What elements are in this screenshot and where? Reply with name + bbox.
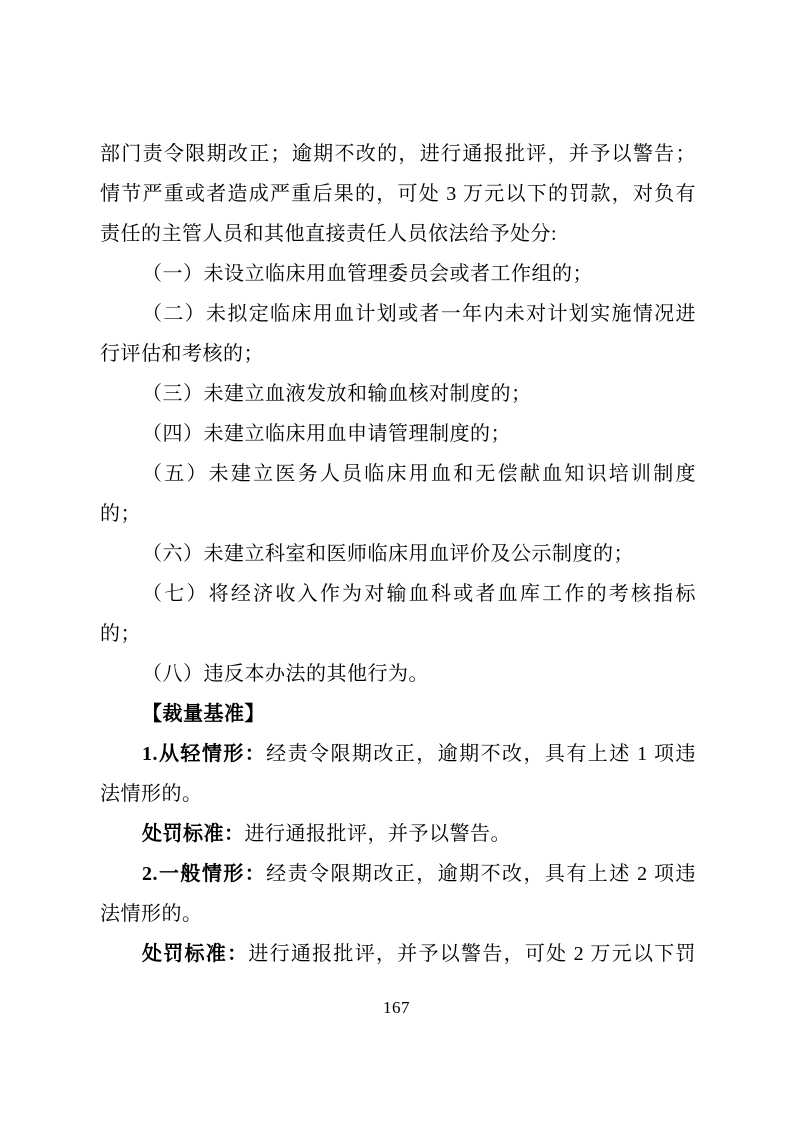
- document-line-item-2: [100, 294, 696, 334]
- document-line-penalty-standard: [100, 934, 696, 974]
- document-line-item-6: [100, 534, 696, 574]
- document-line: [100, 894, 696, 934]
- line-text: （二）未拟定临床用血计划或者一年内未对计划实施情况进: [142, 303, 696, 325]
- line-text: 法情形的。: [100, 903, 203, 925]
- document-line-item-4: [100, 414, 696, 454]
- page-number: 167: [383, 998, 410, 1017]
- line-text: 的；: [100, 503, 141, 525]
- line-text: 法情形的。: [100, 783, 203, 805]
- line-text: 经责令限期改正，逾期不改，具有上述 1 项违: [266, 743, 697, 765]
- line-text: 的；: [100, 623, 141, 645]
- document-line-lenient-case: [100, 734, 696, 774]
- line-text: 进行通报批评，并予以警告，可处 2 万元以下罚: [248, 943, 697, 965]
- line-text: （七）将经济收入作为对输血科或者血库工作的考核指标: [142, 583, 696, 605]
- document-line: [100, 774, 696, 814]
- document-line-item-1: [100, 254, 696, 294]
- document-line: [100, 174, 696, 214]
- line-text: 进行通报批评，并予以警告。: [244, 823, 511, 845]
- document-line: [100, 494, 696, 534]
- document-line: [100, 134, 696, 174]
- text-block: [100, 134, 696, 974]
- line-bold-label: 2.一般情形：: [142, 863, 267, 885]
- document-line-penalty-standard: [100, 814, 696, 854]
- document-line-item-3: [100, 374, 696, 414]
- line-text: 部门责令限期改正；逾期不改的，进行通报批评，并予以警告；: [100, 143, 696, 165]
- document-line-general-case: [100, 854, 696, 894]
- document-line-item-8: [100, 654, 696, 694]
- line-text: 责任的主管人员和其他直接责任人员依法给予处分:: [100, 223, 558, 245]
- line-bold-label: 处罚标准：: [142, 943, 249, 965]
- line-text: 情节严重或者造成严重后果的，可处 3 万元以下的罚款，对负有: [100, 183, 696, 205]
- section-heading-discretion-benchmark: [100, 694, 696, 734]
- document-line: [100, 334, 696, 374]
- line-text: （四）未建立临床用血申请管理制度的；: [142, 423, 511, 445]
- line-text: （一）未设立临床用血管理委员会或者工作组的；: [142, 263, 593, 285]
- document-line: [100, 214, 696, 254]
- line-text: （六）未建立科室和医师临床用血评价及公示制度的；: [142, 543, 634, 565]
- heading-text: 【裁量基准】: [142, 703, 265, 725]
- document-line-item-7: [100, 574, 696, 614]
- line-text: 经责令限期改正，逾期不改，具有上述 2 项违: [266, 863, 697, 885]
- line-text: 行评估和考核的；: [100, 343, 264, 365]
- line-bold-label: 1.从轻情形：: [142, 743, 267, 765]
- document-line-item-5: [100, 454, 696, 494]
- line-bold-label: 处罚标准：: [142, 823, 245, 845]
- line-text: （三）未建立血液发放和输血核对制度的；: [142, 383, 532, 405]
- document-line: [100, 614, 696, 654]
- line-text: （五）未建立医务人员临床用血和无偿献血知识培训制度: [142, 463, 696, 485]
- line-text: （八）违反本办法的其他行为。: [142, 663, 429, 685]
